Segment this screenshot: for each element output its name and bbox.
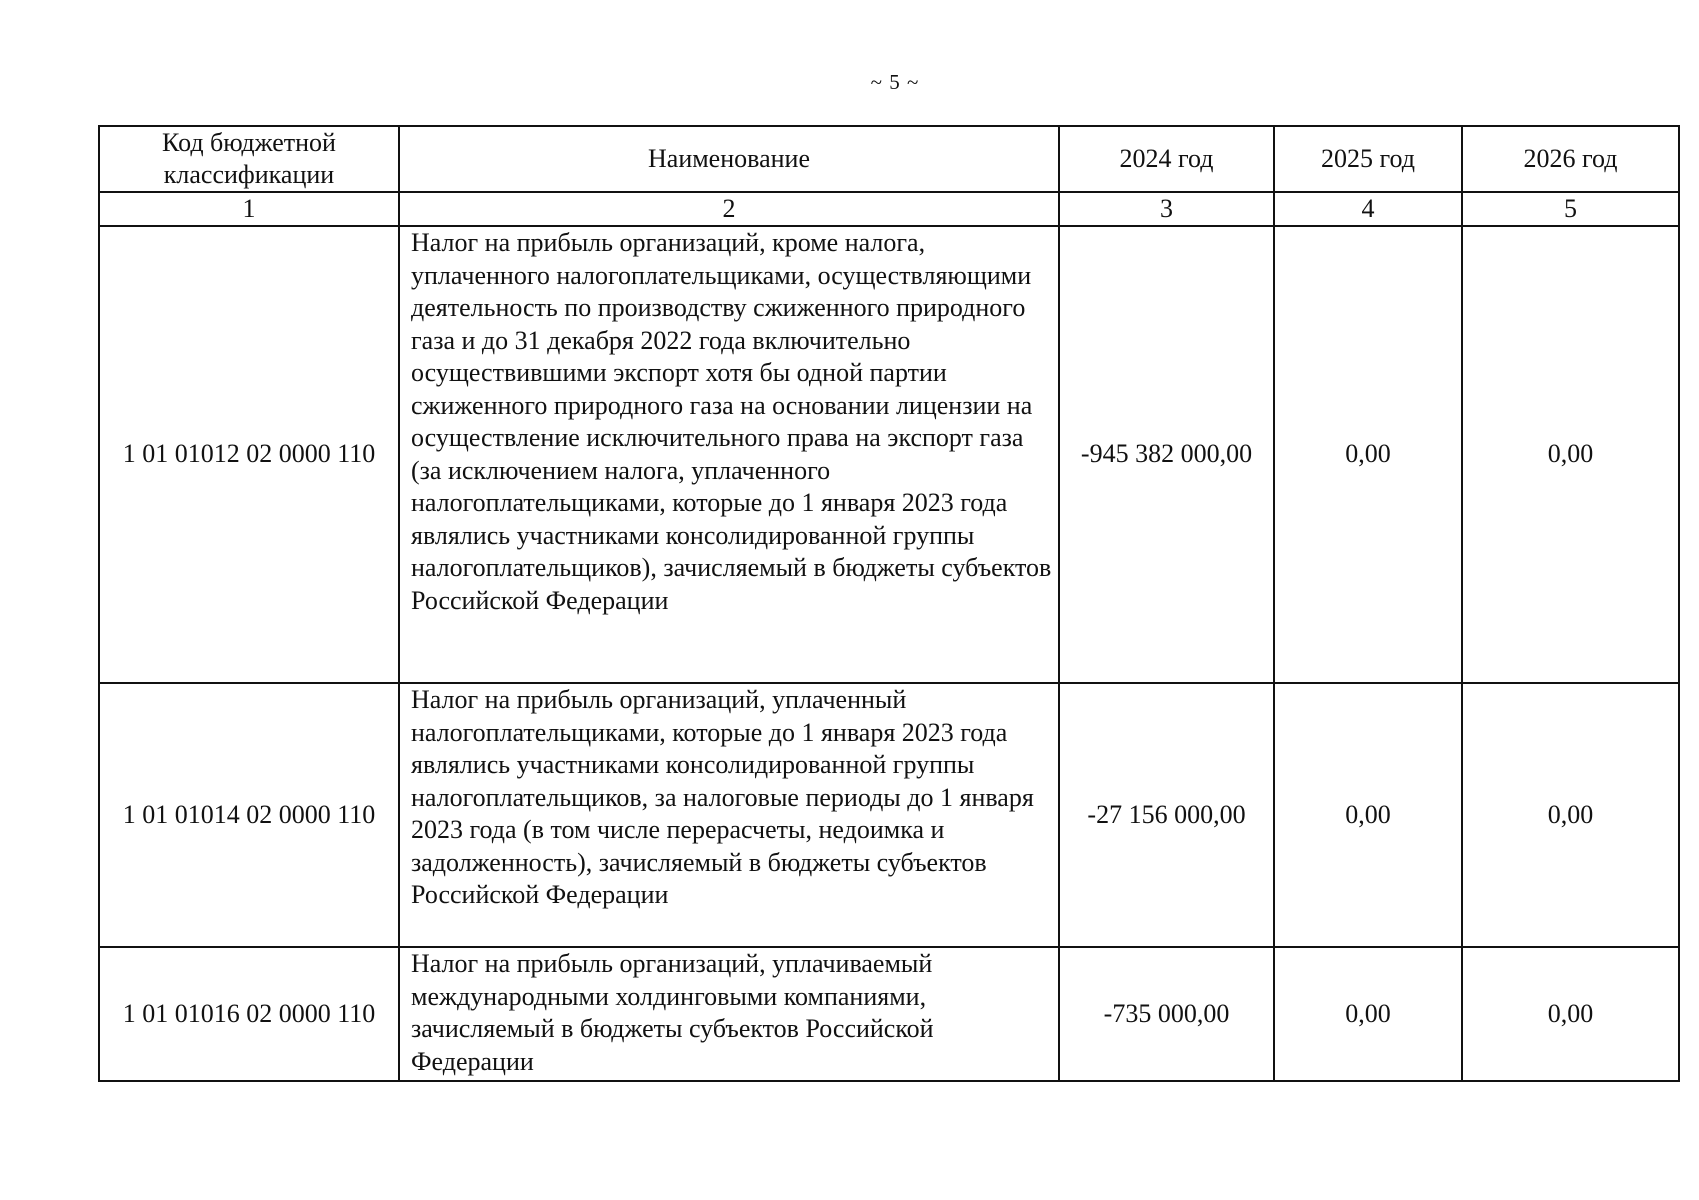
- budget-table: [98, 125, 1680, 1082]
- table-header-row: [99, 126, 1679, 192]
- budget-code: 1 01 01014 02 0000 110: [99, 683, 399, 947]
- value-2024: -735 000,00: [1059, 947, 1274, 1081]
- column-number: 1: [99, 192, 399, 226]
- header-2026: 2026 год: [1462, 126, 1679, 192]
- column-number: 4: [1274, 192, 1462, 226]
- item-name: Налог на прибыль организаций, кроме налога, уплаченного налогоплательщиками, осуществляющими деятельность по производству сжиженного природного газа и до 31 декабря 2022 года включительно осуществившими экспорт хотя бы одной партии сжиженного природного газа на основании лицензии на осуществление исключительного права на экспорт газа (за исключением налога, уплаченного налогоплательщиками, которые до 1 января 2023 года являлись участниками консолидированной группы налогоплательщиков), зачисляемый в бюджеты субъектов Российской Федерации: [399, 226, 1059, 683]
- column-number: 5: [1462, 192, 1679, 226]
- value-2026: 0,00: [1462, 947, 1679, 1081]
- header-code: Код бюджетной классификации: [99, 126, 399, 192]
- page-number: ~ 5 ~: [870, 70, 920, 94]
- value-2025: 0,00: [1274, 683, 1462, 947]
- header-2024: 2024 год: [1059, 126, 1274, 192]
- value-2025: 0,00: [1274, 947, 1462, 1081]
- budget-code: 1 01 01012 02 0000 110: [99, 226, 399, 683]
- table-row: [99, 947, 1679, 1081]
- value-2026: 0,00: [1462, 683, 1679, 947]
- header-2025: 2025 год: [1274, 126, 1462, 192]
- item-name: Налог на прибыль организаций, уплаченный налогоплательщиками, которые до 1 января 2023 года являлись участниками консолидированной группы налогоплательщиков, за налоговые периоды до 1 января 2023 года (в том числе перерасчеты, недоимка и задолженность), зачисляемый в бюджеты субъектов Российской Федерации: [399, 683, 1059, 947]
- item-name: Налог на прибыль организаций, уплачиваемый международными холдинговыми компаниями, зачисляемый в бюджеты субъектов Российской Федерации: [399, 947, 1059, 1081]
- table-row: [99, 226, 1679, 683]
- budget-code: 1 01 01016 02 0000 110: [99, 947, 399, 1081]
- column-number-row: [99, 192, 1679, 226]
- value-2024: -27 156 000,00: [1059, 683, 1274, 947]
- table-row: [99, 683, 1679, 947]
- value-2024: -945 382 000,00: [1059, 226, 1274, 683]
- value-2026: 0,00: [1462, 226, 1679, 683]
- column-number: 3: [1059, 192, 1274, 226]
- header-name: Наименование: [399, 126, 1059, 192]
- column-number: 2: [399, 192, 1059, 226]
- value-2025: 0,00: [1274, 226, 1462, 683]
